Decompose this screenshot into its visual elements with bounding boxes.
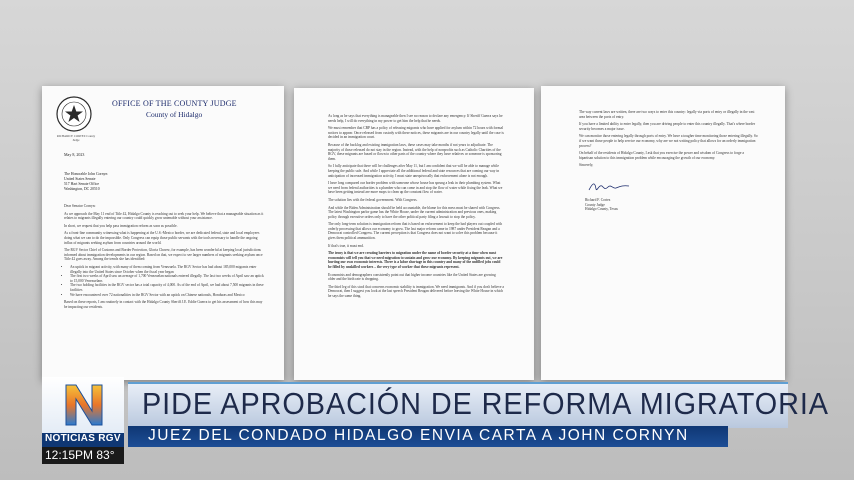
paragraph: The way current laws are written, there are two ways to enter this country: legally via ports of entry or illegally in the vast area between the ports of entry. xyxy=(579,110,755,119)
paragraph: Sincerely, xyxy=(579,163,594,168)
list-item: • We have encountered over 72 nationalities in the RGV Sector with an uptick on Chinese nationals, Honduras and Mexico xyxy=(70,293,264,298)
list-item: • An uptick in migrant activity, with many of them coming from Venezuela. The RGV Sector has had about 185,000 migrants enter illegally into the United States since October when the fiscal year began xyxy=(70,265,264,274)
list-item: • The two holding facilities in the RGV sector has a total capacity of 4,000. As of the end of April, we had about 7,500 migrants in these facilities xyxy=(70,283,264,292)
paragraph: If you have a limited ability to enter legally, then you are driving people to enter this country illegally. That's where border security becomes a major issue. xyxy=(579,122,756,131)
letter-page-3 xyxy=(541,86,785,380)
office-subtitle: County of Hidalgo xyxy=(146,110,203,119)
office-title: OFFICE OF THE COUNTY JUDGE xyxy=(112,99,237,108)
paragraph: As we approach the May 11 end of Title 42, Hidalgo County is reaching out to seek your help. We believe that a manageable situation as it relates to migrants illegally entering our country could quickly grow untenable without your assistance. xyxy=(64,211,264,221)
noticias-n-logo-icon xyxy=(60,381,108,429)
salutation: Dear Senator Cornyn: xyxy=(64,204,96,208)
signer-block: Richard F. Cortez County Judge Hidalgo County, Texas xyxy=(585,198,618,212)
trend-list xyxy=(70,265,264,297)
recipient-address: The Honorable John Cornyn United States Senate 517 Hart Senate Office Washington, DC 20510 xyxy=(64,172,108,191)
time-temperature: 12:15PM 83° xyxy=(45,448,115,462)
brand-name: NOTICIAS RGV xyxy=(45,433,121,444)
paragraph: The solution lies with the federal government. With Congress. xyxy=(328,197,418,202)
letter-body-page-2 xyxy=(328,114,504,302)
headline-bar xyxy=(128,382,829,428)
headline-text: PIDE APROBACIÓN DE REFORMA MIGRATORIA xyxy=(142,386,829,421)
paragraph: I have long compared our border problem with someone whose house has sprung a leak in their plumbing system. What we need from federal authorities is a plumber who can come in and stop the flow of water while fixing the leak. What we have been getting instead are more mops to clean up the constant flow of water. xyxy=(328,181,503,195)
paragraph: As a front-line community witnessing what is happening at the U.S.-Mexico border, we are dedicated federal, state and local employees doing what we can to do the impossible. Only Congress can equip those public servants with the tools necessary to handle the ongoing influx of migrants seeking asylum from countries around the world. xyxy=(64,231,260,245)
paragraph: The RGV Sector Chief of Customs and Border Protection, Gloria Chavez, for example, has been wonderful at keeping local jurisdictions informed about immigration developments in our region. Based on that, we expect to see larger numbers of migrants seeking asylum once Title 42 goes away. Among the trends she has identified: xyxy=(64,248,263,262)
time-temp-bar xyxy=(42,447,124,464)
brand-bar xyxy=(42,433,124,447)
paragraph: So I fully anticipate that there will be challenges after May 11, but I am confident that we will be able to manage while keeping the public safe. And while I appreciate all the additional federal and state resources that are coming our way in anticipation of increased immigration activity, I must state unequivocally that enforcement alone is not enough. xyxy=(328,164,500,178)
paragraph: We can monitor those entering legally through ports of entry. We have a tougher time monitoring those entering illegally. So if we want those people to help service our economy, why are we not writing policy that allows for an orderly immigration process? xyxy=(579,134,758,148)
paragraph: In short, we request that you help pass immigration reform as soon as possible. xyxy=(64,223,178,228)
subheadline-text: JUEZ DEL CONDADO HIDALGO ENVIA CARTA A JOHN CORNYN xyxy=(148,427,689,444)
letter-body-page-1 xyxy=(64,204,264,312)
county-seal-icon xyxy=(56,96,92,132)
paragraph: On behalf of the residents of Hidalgo County, I ask that you exercise the power and wisdom of Congress to forge a bipartisan solution to this immigration problem while encouraging the growth of our economy. xyxy=(579,151,744,160)
paragraph: And while the Biden Administration should be held accountable, the blame for this mess must be shared with Congress. The latest Washington parlor game has the White House, under the current administration and previous ones, making policy through executive orders only to have the other political party filing a lawsuit to stop the policy. xyxy=(328,205,501,219)
paragraph: As long as he says that everything is manageable then I see no reason to declare any emergency. If Sheriff Guerra says he needs help, I will do everything in my power to get him the help that he needs. xyxy=(328,114,503,123)
paragraph: The third leg of this stool that concerns economic stability is immigration. We need immigrants. And if you don't believe a Democrat, then I suggest you look at the last speech President Reagan delivered before leaving the White House in which he says the same thing. xyxy=(328,284,504,298)
paragraph: Economists and demographers consistently point out that higher income countries like the United States are growing older and the birth rate is dropping. xyxy=(328,272,496,282)
letter-page-1 xyxy=(42,86,284,380)
news-lower-third xyxy=(0,377,854,480)
list-item: • The first two weeks of April saw an average of 1,700 Venezuelan nationals entered illegally. The last two weeks of April saw an uptick to 15,000 Venezuelans xyxy=(70,274,264,283)
subheadline-bar xyxy=(128,426,728,447)
paragraph: Based on these reports, I am routinely in contact with the Hidalgo County Sheriff J.E. Eddie Guerra to get his assessment of how this may be impacting our residents. xyxy=(64,300,263,309)
paragraph: The only long-term solution is immigration reform that is based on enforcement to keep the bad players out coupled with orderly processing that allows our economy to grow. The last major reform came in 1987 under President Reagan and a Democrat controlled Congress. The current perception is that Congress does not want to solve this problem because it gives them political ammunition. xyxy=(328,222,503,241)
paragraph: We must remember that CBP has a policy of releasing migrants who have applied for asylum within 72 hours with formal notices to appear. Once released from custody with these notices, these migrants are in our country legally until the case is decided in an immigration court. xyxy=(328,126,504,140)
station-logo xyxy=(42,377,124,433)
seal-caption: RICHARD F. CORTEZ County Judge xyxy=(56,134,96,142)
letter-body-page-3 xyxy=(579,110,759,171)
letter-page-2 xyxy=(294,88,534,380)
signature-icon xyxy=(587,180,631,194)
letter-date: May 8, 2023 xyxy=(64,152,85,157)
paragraph: If that's true, it must end. xyxy=(328,243,364,248)
paragraph: The irony is that we are creating barriers to migration under the name of border security at a time when most economists will tell you that we need migration to sustain and grow our economy. By keeping migrants out, we are hurting our own economic interests. There is a labor shortage in this country and many of the unfilled jobs could be filled by unskilled workers – the very type of worker that these migrants represent. xyxy=(328,251,503,270)
paragraph: Because of the backlog and existing immigration laws, these cases may take months if not years to adjudicate. The majority of those released do not stay in the region. Instead, with the help of nonprofits such as Catholic Charities of the RGV, these migrants are bused or flown to other parts of the country where they have relatives or someone is sponsoring them. xyxy=(328,142,502,161)
